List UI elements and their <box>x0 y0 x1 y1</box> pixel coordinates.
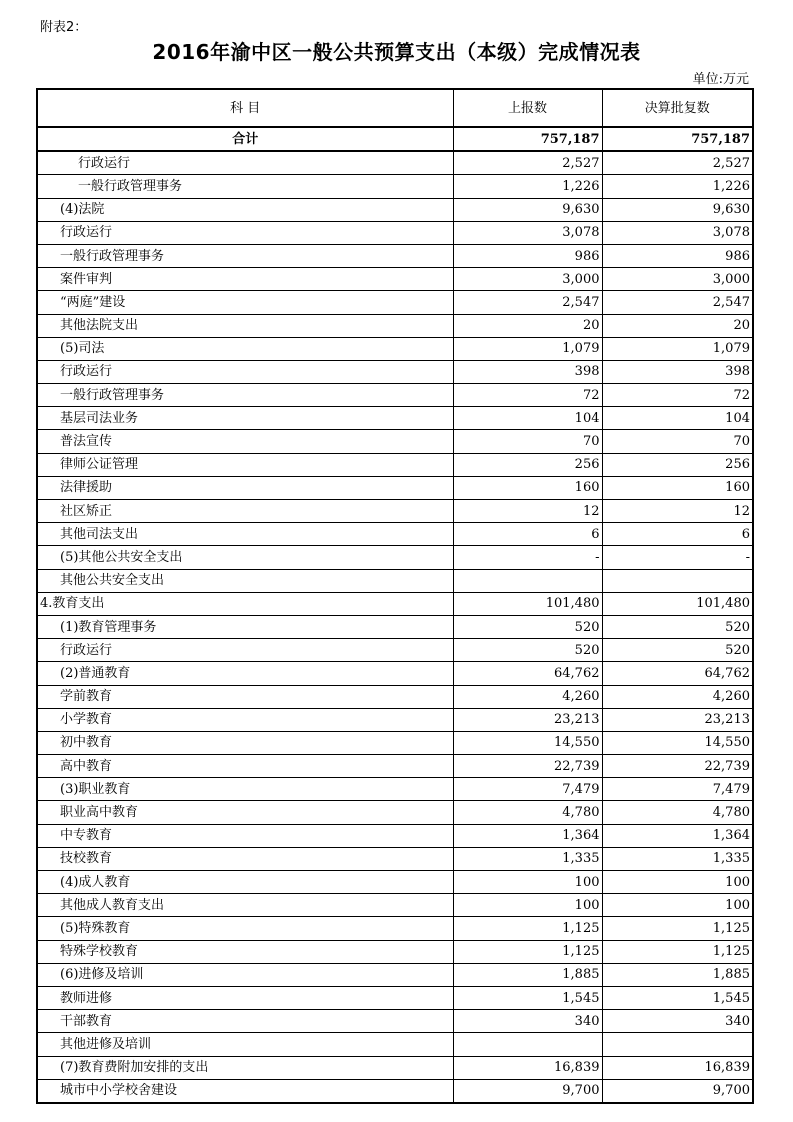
row-approved: 100 <box>602 871 753 894</box>
row-approved <box>602 1033 753 1056</box>
row-subject: 其他公共安全支出 <box>37 569 453 592</box>
row-approved: 4,780 <box>602 801 753 824</box>
row-reported: 160 <box>453 476 602 499</box>
table-row <box>37 986 753 1009</box>
row-subject: (5)特殊教育 <box>37 917 453 940</box>
row-approved: 70 <box>602 430 753 453</box>
row-subject: 律师公证管理 <box>37 453 453 476</box>
row-approved: 1,079 <box>602 337 753 360</box>
row-approved: 16,839 <box>602 1056 753 1079</box>
row-reported: 104 <box>453 407 602 430</box>
total-row <box>37 127 753 151</box>
table-row <box>37 151 753 175</box>
table-row <box>37 801 753 824</box>
row-approved: 340 <box>602 1010 753 1033</box>
row-subject: (4)法院 <box>37 198 453 221</box>
row-approved <box>602 569 753 592</box>
table-row <box>37 755 753 778</box>
row-reported: 70 <box>453 430 602 453</box>
row-approved: 9,700 <box>602 1079 753 1103</box>
row-reported: 520 <box>453 615 602 638</box>
row-approved: - <box>602 546 753 569</box>
row-approved: 7,479 <box>602 778 753 801</box>
row-subject: “两庭”建设 <box>37 291 453 314</box>
row-approved: 1,545 <box>602 986 753 1009</box>
table-row <box>37 731 753 754</box>
row-subject: 高中教育 <box>37 755 453 778</box>
table-row <box>37 337 753 360</box>
table-row <box>37 778 753 801</box>
row-approved: 520 <box>602 639 753 662</box>
row-reported: 340 <box>453 1010 602 1033</box>
row-subject: 小学教育 <box>37 708 453 731</box>
table-row <box>37 430 753 453</box>
row-subject: 城市中小学校舍建设 <box>37 1079 453 1103</box>
row-subject: 行政运行 <box>37 639 453 662</box>
table-row <box>37 175 753 198</box>
row-subject: 普法宣传 <box>37 430 453 453</box>
row-approved: 14,550 <box>602 731 753 754</box>
row-approved: 986 <box>602 244 753 267</box>
appendix-label: 附表2： <box>40 20 88 35</box>
table-row <box>37 708 753 731</box>
row-subject: 基层司法业务 <box>37 407 453 430</box>
row-reported: 1,885 <box>453 963 602 986</box>
row-reported: 4,780 <box>453 801 602 824</box>
row-approved: 256 <box>602 453 753 476</box>
row-approved: 22,739 <box>602 755 753 778</box>
table-row <box>37 476 753 499</box>
row-subject: 技校教育 <box>37 847 453 870</box>
row-reported: 986 <box>453 244 602 267</box>
table-row <box>37 1079 753 1103</box>
row-subject: 特殊学校教育 <box>37 940 453 963</box>
row-approved: 1,364 <box>602 824 753 847</box>
table-row <box>37 1033 753 1056</box>
table-row <box>37 198 753 221</box>
table-row <box>37 569 753 592</box>
table-row <box>37 384 753 407</box>
row-reported: 1,226 <box>453 175 602 198</box>
row-approved: 9,630 <box>602 198 753 221</box>
row-approved: 2,527 <box>602 151 753 175</box>
row-reported: 520 <box>453 639 602 662</box>
row-reported: 3,078 <box>453 221 602 244</box>
row-reported: 20 <box>453 314 602 337</box>
column-header-reported: 上报数 <box>453 89 602 127</box>
total-approved: 757,187 <box>602 127 753 151</box>
row-approved: 1,125 <box>602 940 753 963</box>
row-reported <box>453 1033 602 1056</box>
row-subject: 案件审判 <box>37 268 453 291</box>
row-subject: (7)教育费附加安排的支出 <box>37 1056 453 1079</box>
row-approved: 104 <box>602 407 753 430</box>
table-row <box>37 963 753 986</box>
row-subject: 行政运行 <box>37 151 453 175</box>
row-subject: 其他成人教育支出 <box>37 894 453 917</box>
row-reported: 2,547 <box>453 291 602 314</box>
row-reported: 3,000 <box>453 268 602 291</box>
row-approved: 2,547 <box>602 291 753 314</box>
table-row <box>37 871 753 894</box>
row-reported: 9,700 <box>453 1079 602 1103</box>
row-reported: 16,839 <box>453 1056 602 1079</box>
row-subject: 其他进修及培训 <box>37 1033 453 1056</box>
row-reported: 64,762 <box>453 662 602 685</box>
row-reported: 1,364 <box>453 824 602 847</box>
row-reported: 398 <box>453 360 602 383</box>
unit-label: 单位:万元 <box>692 72 749 87</box>
table-row <box>37 453 753 476</box>
row-reported: 4,260 <box>453 685 602 708</box>
row-subject: 行政运行 <box>37 360 453 383</box>
table-row <box>37 407 753 430</box>
row-approved: 72 <box>602 384 753 407</box>
row-reported: 6 <box>453 523 602 546</box>
budget-table <box>36 88 754 1104</box>
row-subject: 干部教育 <box>37 1010 453 1033</box>
table-row <box>37 500 753 523</box>
row-reported: 14,550 <box>453 731 602 754</box>
row-reported: 1,545 <box>453 986 602 1009</box>
row-reported: 72 <box>453 384 602 407</box>
row-approved: 3,078 <box>602 221 753 244</box>
row-approved: 3,000 <box>602 268 753 291</box>
row-subject: (5)其他公共安全支出 <box>37 546 453 569</box>
table-row <box>37 940 753 963</box>
table-row <box>37 685 753 708</box>
row-approved: 1,335 <box>602 847 753 870</box>
row-subject: (4)成人教育 <box>37 871 453 894</box>
row-subject: 中专教育 <box>37 824 453 847</box>
page-title: 2016年渝中区一般公共预算支出（本级）完成情况表 <box>152 40 641 64</box>
row-approved: 160 <box>602 476 753 499</box>
row-reported: 101,480 <box>453 592 602 615</box>
table-row <box>37 592 753 615</box>
table-row <box>37 291 753 314</box>
row-subject: 职业高中教育 <box>37 801 453 824</box>
row-subject: 其他司法支出 <box>37 523 453 546</box>
row-reported: 100 <box>453 871 602 894</box>
row-subject: 学前教育 <box>37 685 453 708</box>
row-reported: 23,213 <box>453 708 602 731</box>
table-row <box>37 1010 753 1033</box>
table-row <box>37 639 753 662</box>
row-approved: 23,213 <box>602 708 753 731</box>
row-approved: 398 <box>602 360 753 383</box>
row-subject: (5)司法 <box>37 337 453 360</box>
row-subject: 行政运行 <box>37 221 453 244</box>
row-reported: 1,125 <box>453 940 602 963</box>
row-reported: 100 <box>453 894 602 917</box>
column-header-approved: 决算批复数 <box>602 89 753 127</box>
table-row <box>37 847 753 870</box>
table-row <box>37 662 753 685</box>
row-approved: 101,480 <box>602 592 753 615</box>
total-reported: 757,187 <box>453 127 602 151</box>
row-reported: 9,630 <box>453 198 602 221</box>
row-subject: 一般行政管理事务 <box>37 175 453 198</box>
row-subject: (2)普通教育 <box>37 662 453 685</box>
table-row <box>37 1056 753 1079</box>
row-approved: 64,762 <box>602 662 753 685</box>
table-row <box>37 917 753 940</box>
table-row <box>37 221 753 244</box>
row-subject: 一般行政管理事务 <box>37 384 453 407</box>
row-reported: 12 <box>453 500 602 523</box>
row-reported: 22,739 <box>453 755 602 778</box>
row-approved: 1,885 <box>602 963 753 986</box>
table-row <box>37 268 753 291</box>
row-reported: - <box>453 546 602 569</box>
table-row <box>37 894 753 917</box>
row-approved: 520 <box>602 615 753 638</box>
row-subject: 社区矫正 <box>37 500 453 523</box>
row-approved: 12 <box>602 500 753 523</box>
row-approved: 100 <box>602 894 753 917</box>
row-approved: 1,125 <box>602 917 753 940</box>
row-subject: 4.教育支出 <box>37 592 453 615</box>
row-subject: 教师进修 <box>37 986 453 1009</box>
table-row <box>37 360 753 383</box>
row-reported: 1,335 <box>453 847 602 870</box>
row-subject: (6)进修及培训 <box>37 963 453 986</box>
row-subject: 一般行政管理事务 <box>37 244 453 267</box>
table-row <box>37 824 753 847</box>
row-approved: 4,260 <box>602 685 753 708</box>
table-row <box>37 615 753 638</box>
row-reported: 1,125 <box>453 917 602 940</box>
row-approved: 1,226 <box>602 175 753 198</box>
row-subject: 初中教育 <box>37 731 453 754</box>
total-label: 合计 <box>37 127 453 151</box>
row-subject: 其他法院支出 <box>37 314 453 337</box>
row-subject: (3)职业教育 <box>37 778 453 801</box>
table-row <box>37 314 753 337</box>
table-row <box>37 523 753 546</box>
row-reported: 1,079 <box>453 337 602 360</box>
row-reported: 2,527 <box>453 151 602 175</box>
column-header-subject: 科 目 <box>37 89 453 127</box>
row-approved: 6 <box>602 523 753 546</box>
row-subject: 法律援助 <box>37 476 453 499</box>
row-subject: (1)教育管理事务 <box>37 615 453 638</box>
row-reported: 256 <box>453 453 602 476</box>
row-reported: 7,479 <box>453 778 602 801</box>
table-header-row <box>37 89 753 127</box>
table-row <box>37 244 753 267</box>
row-reported <box>453 569 602 592</box>
table-row <box>37 546 753 569</box>
row-approved: 20 <box>602 314 753 337</box>
